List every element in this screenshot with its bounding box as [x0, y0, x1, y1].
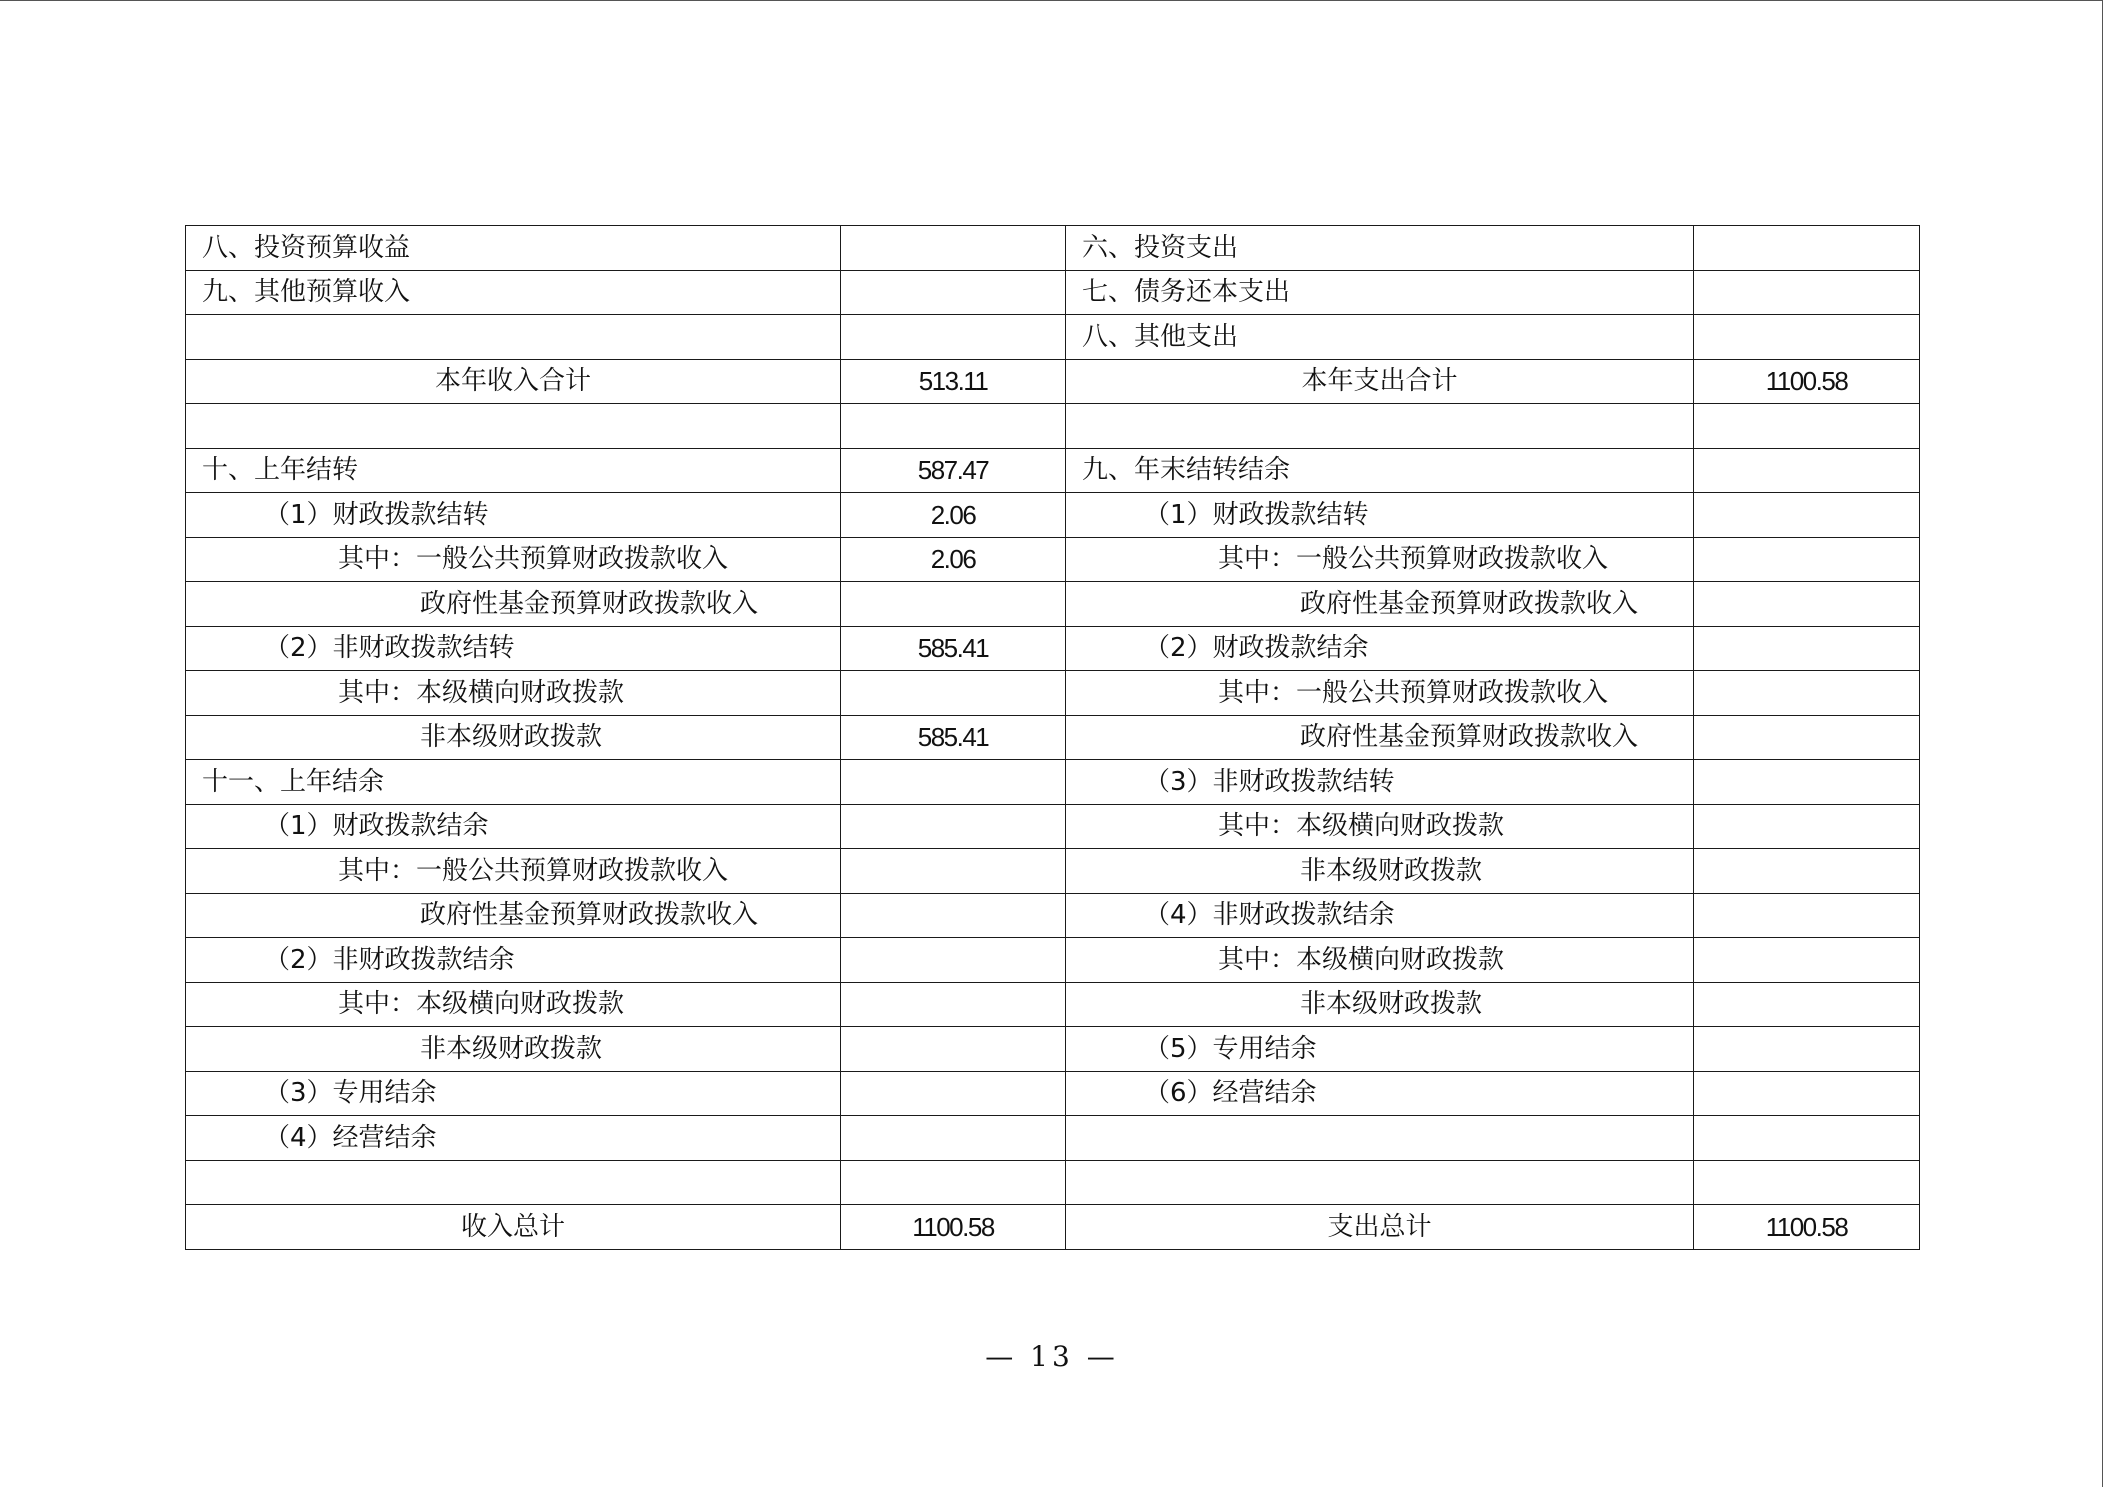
- expense-item-value: [1694, 404, 1920, 449]
- income-item-label: 政府性基金预算财政拨款收入: [186, 582, 841, 627]
- expense-item-label: 七、债务还本支出: [1066, 270, 1694, 315]
- income-item-value: 587.47: [841, 448, 1066, 493]
- expense-subtotal-value: 1100.58: [1694, 359, 1920, 404]
- expense-item-value: [1694, 760, 1920, 805]
- expense-item-value: [1694, 1116, 1920, 1161]
- expense-item-value: [1694, 315, 1920, 360]
- income-item-value: [841, 1071, 1066, 1116]
- expense-item-value: [1694, 893, 1920, 938]
- income-item-value: [841, 938, 1066, 983]
- expense-item-label: （3）非财政拨款结转: [1066, 760, 1694, 805]
- expense-item-value: [1694, 849, 1920, 894]
- income-item-value: [841, 315, 1066, 360]
- expense-item-label: 非本级财政拨款: [1066, 982, 1694, 1027]
- expense-item-value: [1694, 626, 1920, 671]
- income-total-label: 收入总计: [186, 1205, 841, 1250]
- income-item-value: 585.41: [841, 626, 1066, 671]
- table-row: [186, 804, 1920, 849]
- expense-item-label: （2）财政拨款结余: [1066, 626, 1694, 671]
- income-item-value: [841, 982, 1066, 1027]
- income-item-label: 其中：一般公共预算财政拨款收入: [186, 849, 841, 894]
- expense-item-value: [1694, 270, 1920, 315]
- expense-item-value: [1694, 982, 1920, 1027]
- expense-item-value: [1694, 226, 1920, 271]
- expense-item-label: 其中：本级横向财政拨款: [1066, 938, 1694, 983]
- income-item-label: 非本级财政拨款: [186, 1027, 841, 1072]
- income-item-label: [186, 404, 841, 449]
- expense-total-label: 支出总计: [1066, 1205, 1694, 1250]
- income-item-label: 政府性基金预算财政拨款收入: [186, 893, 841, 938]
- expense-item-label: 九、年末结转结余: [1066, 448, 1694, 493]
- table-row: [186, 582, 1920, 627]
- income-item-label: 非本级财政拨款: [186, 715, 841, 760]
- income-item-value: [841, 1160, 1066, 1205]
- income-total-value: 1100.58: [841, 1205, 1066, 1250]
- table-row: [186, 893, 1920, 938]
- table-row: [186, 1160, 1920, 1205]
- expense-item-label: 其中：本级横向财政拨款: [1066, 804, 1694, 849]
- expense-item-label: 其中：一般公共预算财政拨款收入: [1066, 671, 1694, 716]
- expense-item-label: （1）财政拨款结转: [1066, 493, 1694, 538]
- table-row: [186, 715, 1920, 760]
- table-row: [186, 315, 1920, 360]
- table-row: [186, 1027, 1920, 1072]
- income-item-label: 十、上年结转: [186, 448, 841, 493]
- income-item-label: 九、其他预算收入: [186, 270, 841, 315]
- expense-item-value: [1694, 537, 1920, 582]
- expense-item-label: 八、其他支出: [1066, 315, 1694, 360]
- table-row: [186, 493, 1920, 538]
- income-item-label: （4）经营结余: [186, 1116, 841, 1161]
- income-item-label: 其中：本级横向财政拨款: [186, 671, 841, 716]
- income-item-value: [841, 404, 1066, 449]
- table-row: [186, 671, 1920, 716]
- expense-item-label: （5）专用结余: [1066, 1027, 1694, 1072]
- income-item-value: [841, 671, 1066, 716]
- expense-subtotal-label: 本年支出合计: [1066, 359, 1694, 404]
- table-row-subtotal: [186, 359, 1920, 404]
- income-item-value: 2.06: [841, 493, 1066, 538]
- expense-item-label: [1066, 404, 1694, 449]
- expense-item-value: [1694, 938, 1920, 983]
- table-row: [186, 760, 1920, 805]
- income-subtotal-label: 本年收入合计: [186, 359, 841, 404]
- income-item-value: [841, 582, 1066, 627]
- income-item-value: [841, 1027, 1066, 1072]
- income-subtotal-value: 513.11: [841, 359, 1066, 404]
- expense-item-value: [1694, 1071, 1920, 1116]
- expense-item-label: 六、投资支出: [1066, 226, 1694, 271]
- table-row: [186, 270, 1920, 315]
- expense-item-label: 非本级财政拨款: [1066, 849, 1694, 894]
- income-item-value: [841, 804, 1066, 849]
- expense-item-value: [1694, 1027, 1920, 1072]
- table-row: [186, 404, 1920, 449]
- income-item-label: （2）非财政拨款结余: [186, 938, 841, 983]
- expense-item-label: [1066, 1160, 1694, 1205]
- income-item-label: （1）财政拨款结余: [186, 804, 841, 849]
- income-item-value: 2.06: [841, 537, 1066, 582]
- expense-item-value: [1694, 804, 1920, 849]
- expense-item-label: （6）经营结余: [1066, 1071, 1694, 1116]
- table-row: [186, 849, 1920, 894]
- income-item-value: [841, 270, 1066, 315]
- table-row: [186, 1116, 1920, 1161]
- expense-item-value: [1694, 448, 1920, 493]
- expense-item-label: 政府性基金预算财政拨款收入: [1066, 582, 1694, 627]
- table-row: [186, 1071, 1920, 1116]
- expense-item-label: [1066, 1116, 1694, 1161]
- table-row: [186, 626, 1920, 671]
- table-row-grand-total: [186, 1205, 1920, 1250]
- income-item-label: [186, 315, 841, 360]
- income-item-value: [841, 849, 1066, 894]
- table-row: [186, 448, 1920, 493]
- income-item-label: 其中：一般公共预算财政拨款收入: [186, 537, 841, 582]
- expense-item-value: [1694, 715, 1920, 760]
- income-item-label: [186, 1160, 841, 1205]
- income-item-value: [841, 893, 1066, 938]
- income-item-label: （3）专用结余: [186, 1071, 841, 1116]
- expense-item-label: （4）非财政拨款结余: [1066, 893, 1694, 938]
- expense-total-value: 1100.58: [1694, 1205, 1920, 1250]
- budget-summary-table: [185, 225, 1920, 1250]
- table-row: [186, 938, 1920, 983]
- table-row: [186, 537, 1920, 582]
- income-item-value: [841, 760, 1066, 805]
- income-item-label: 其中：本级横向财政拨款: [186, 982, 841, 1027]
- expense-item-label: 政府性基金预算财政拨款收入: [1066, 715, 1694, 760]
- income-item-label: 八、投资预算收益: [186, 226, 841, 271]
- income-item-value: [841, 226, 1066, 271]
- expense-item-value: [1694, 671, 1920, 716]
- expense-item-value: [1694, 582, 1920, 627]
- income-item-value: [841, 1116, 1066, 1161]
- table-row: [186, 982, 1920, 1027]
- income-item-label: （2）非财政拨款结转: [186, 626, 841, 671]
- expense-item-value: [1694, 1160, 1920, 1205]
- income-item-value: 585.41: [841, 715, 1066, 760]
- income-item-label: 十一、上年结余: [186, 760, 841, 805]
- page-number: — 13 —: [985, 1340, 1119, 1373]
- table-row: [186, 226, 1920, 271]
- expense-item-label: 其中：一般公共预算财政拨款收入: [1066, 537, 1694, 582]
- expense-item-value: [1694, 493, 1920, 538]
- income-item-label: （1）财政拨款结转: [186, 493, 841, 538]
